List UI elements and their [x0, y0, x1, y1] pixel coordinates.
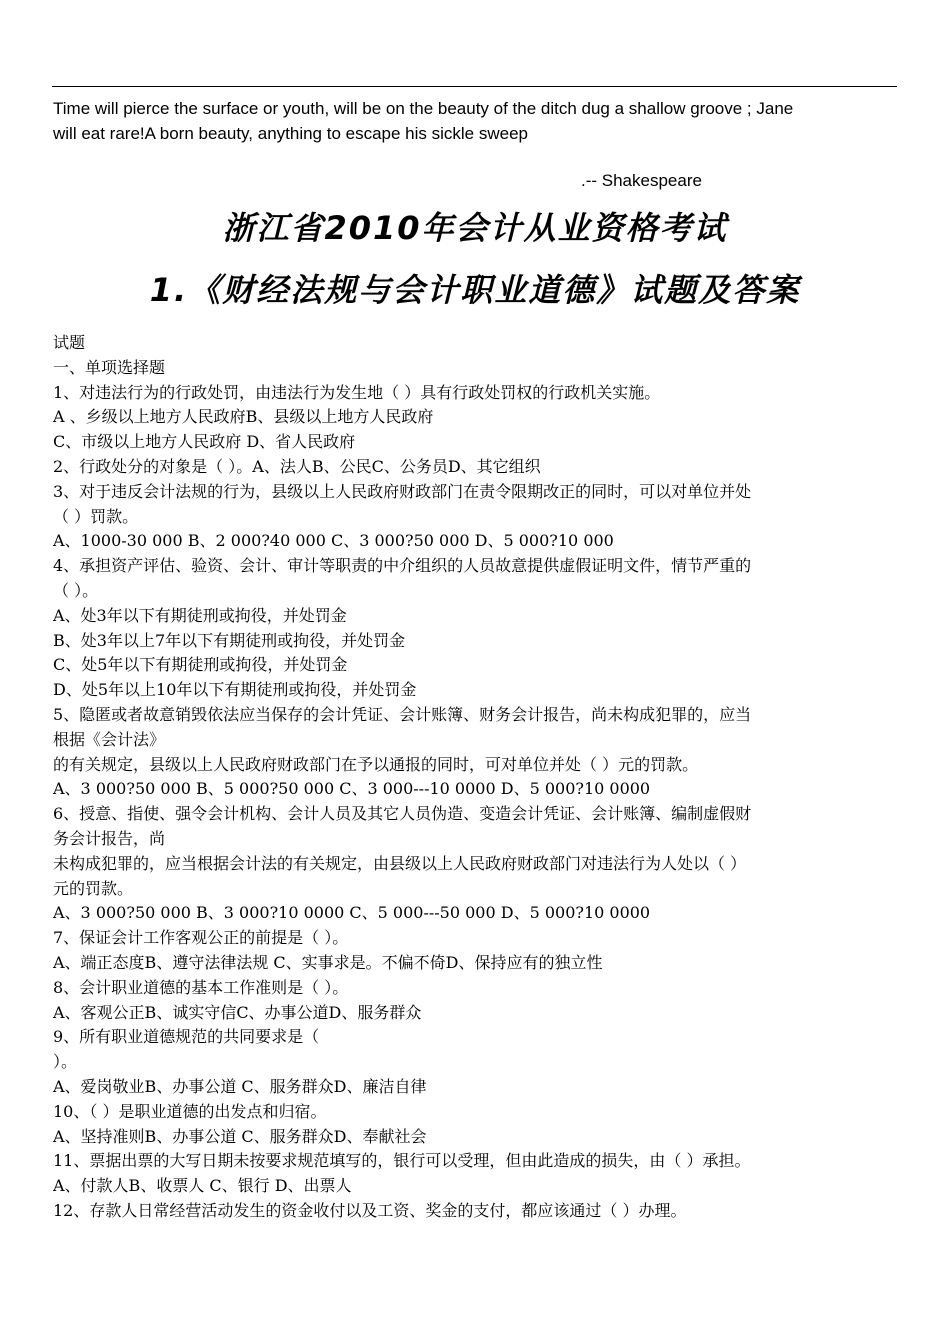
text-line: A、客观公正B、诚实守信C、办事公道D、服务群众: [53, 1002, 422, 1022]
text-line: A、付款人B、收票人 C、银行 D、出票人: [53, 1176, 352, 1196]
text-line: A、1000-30 000 B、2 000?40 000 C、3 000?50 000 D、5 000?10 000: [53, 531, 614, 551]
text-line: 1、对违法行为的行政处罚，由违法行为发生地（ ）具有行政处罚权的行政机关实施。: [53, 382, 661, 402]
text-line: 务会计报告，尚: [53, 828, 166, 848]
text-line: 12、存款人日常经营活动发生的资金收付以及工资、奖金的支付，都应该通过（ ）办理。: [53, 1200, 687, 1220]
text-line: 6、授意、指使、强令会计机构、会计人员及其它人员伪造、变造会计凭证、会计账簿、编制虚假财: [53, 804, 752, 824]
document-title: 浙江省2010年会计从业资格考试: [222, 209, 728, 247]
text-line: 3、对于违反会计法规的行为，县级以上人民政府财政部门在责令限期改正的同时，可以对单位并处: [53, 481, 752, 501]
text-line: 7、保证会计工作客观公正的前提是（ ）。: [53, 928, 349, 948]
text-line: 10、（ ）是职业道德的出发点和归宿。: [53, 1101, 327, 1121]
quote-line: will eat rare!A born beauty, anything to escape his sickle sweep: [53, 124, 529, 143]
document-subtitle: 1.《财经法规与会计职业道德》试题及答案: [149, 271, 801, 309]
text-line: A、坚持准则B、办事公道 C、服务群众D、奉献社会: [53, 1126, 427, 1146]
text-line: C、处5年以下有期徒刑或拘役，并处罚金: [53, 655, 348, 675]
text-line: （ ）。: [53, 580, 99, 600]
text-line: D、处5年以上10年以下有期徒刑或拘役，并处罚金: [53, 680, 417, 700]
quote-line: Time will pierce the surface or youth, will be on the beauty of the ditch dug a shallow groove ; Jane: [53, 99, 794, 118]
text-line: A 、乡级以上地方人民政府B、县级以上地方人民政府: [53, 407, 434, 427]
text-line: ）。: [53, 1052, 78, 1072]
text-line: 9、所有职业道德规范的共同要求是（: [53, 1027, 320, 1047]
text-line: 5、隐匿或者故意销毁依法应当保存的会计凭证、会计账簿、财务会计报告，尚未构成犯罪的，应当: [53, 704, 752, 724]
text-line: A、3 000?50 000 B、5 000?50 000 C、3 000---10 0000 D、5 000?10 0000: [53, 779, 651, 799]
text-line: 试题: [53, 333, 86, 352]
text-line: （ ）罚款。: [53, 506, 139, 526]
text-line: 未构成犯罪的，应当根据会计法的有关规定，由县级以上人民政府财政部门对违法行为人处以（ ）: [53, 853, 747, 873]
text-line: 2、行政处分的对象是（ ）。A、法人B、公民C、公务员D、其它组织: [53, 456, 541, 476]
text-line: B、处3年以上7年以下有期徒刑或拘役，并处罚金: [53, 630, 406, 650]
text-line: 11、票据出票的大写日期未按要求规范填写的，银行可以受理，但由此造成的损失，由（ ）承担。: [53, 1151, 751, 1171]
text-line: C、市级以上地方人民政府 D、省人民政府: [53, 432, 356, 452]
header-rule: [52, 86, 897, 87]
text-line: A、爱岗敬业B、办事公道 C、服务群众D、廉洁自律: [53, 1076, 427, 1096]
text-line: A、端正态度B、遵守法律法规 C、实事求是。不偏不倚D、保持应有的独立性: [53, 952, 603, 972]
exam-body: [53, 331, 893, 1224]
text-line: A、处3年以下有期徒刑或拘役，并处罚金: [53, 605, 347, 625]
text-line: A、3 000?50 000 B、3 000?10 0000 C、5 000---50 000 D、5 000?10 0000: [53, 903, 651, 923]
quote-attribution: .-- Shakespeare: [581, 171, 702, 190]
text-line: 根据《会计法》: [53, 729, 166, 749]
text-line: 元的罚款。: [53, 878, 134, 898]
text-line: 8、会计职业道德的基本工作准则是（ ）。: [53, 977, 349, 997]
text-line: 的有关规定，县级以上人民政府财政部门在予以通报的同时，可对单位并处（ ）元的罚款。: [53, 754, 699, 774]
text-line: 一、单项选择题: [53, 357, 166, 377]
text-line: 4、承担资产评估、验资、会计、审计等职责的中介组织的人员故意提供虚假证明文件，情节严重的: [53, 556, 752, 576]
header-quote: [53, 96, 898, 146]
